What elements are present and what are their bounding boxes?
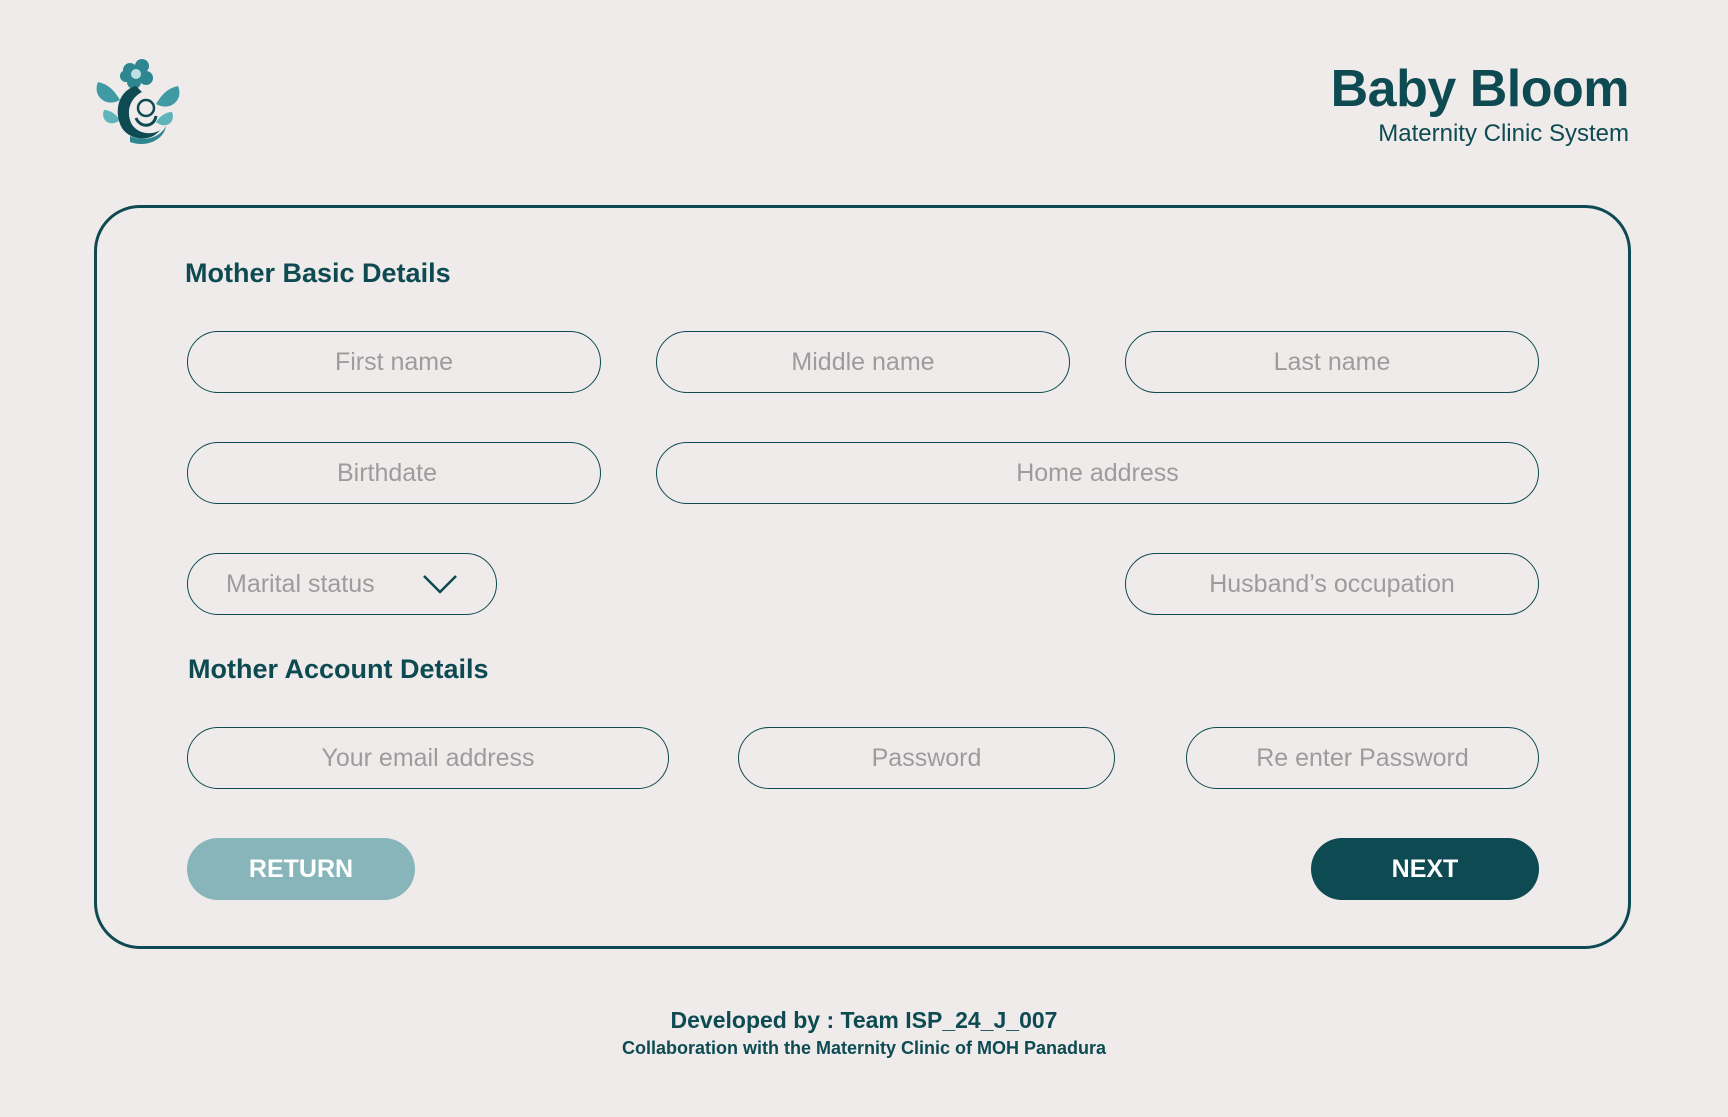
- email-placeholder: Your email address: [321, 743, 535, 772]
- home-address-placeholder: Home address: [1016, 458, 1179, 487]
- footer: [0, 1006, 1728, 1060]
- developed-by-text: Developed by : Team ISP_24_J_007: [670, 1007, 1058, 1033]
- first-name-placeholder: First name: [334, 347, 454, 376]
- marital-status-select[interactable]: [187, 553, 497, 615]
- password-input[interactable]: [738, 727, 1115, 789]
- collaboration-text: Collaboration with the Maternity Clinic of MOH Panadura: [621, 1038, 1107, 1058]
- reenter-password-input[interactable]: [1186, 727, 1539, 789]
- chevron-down-icon: [422, 573, 458, 595]
- app-subtitle: Maternity Clinic System: [1378, 120, 1629, 147]
- password-placeholder: Password: [871, 743, 982, 772]
- middle-name-input[interactable]: [656, 331, 1070, 393]
- email-input[interactable]: [187, 727, 669, 789]
- flower-mother-baby-icon: [90, 56, 186, 152]
- brand-block: [1331, 60, 1629, 148]
- husband-occupation-input[interactable]: [1125, 553, 1539, 615]
- baby-bloom-logo: [90, 56, 186, 152]
- next-button[interactable]: NEXT: [1311, 838, 1539, 900]
- account-details-title: Mother Account Details: [188, 654, 489, 684]
- reenter-password-placeholder: Re enter Password: [1256, 743, 1469, 772]
- home-address-input[interactable]: [656, 442, 1539, 504]
- middle-name-placeholder: Middle name: [791, 347, 935, 376]
- marital-status-label: Marital status: [226, 569, 375, 598]
- husband-occupation-placeholder: Husband’s occupation: [1209, 569, 1455, 598]
- first-name-input[interactable]: [187, 331, 601, 393]
- last-name-placeholder: Last name: [1273, 347, 1391, 376]
- last-name-input[interactable]: [1125, 331, 1539, 393]
- return-button[interactable]: RETURN: [187, 838, 415, 900]
- birthdate-input[interactable]: [187, 442, 601, 504]
- app-title: Baby Bloom: [1330, 60, 1629, 118]
- registration-form-card: [94, 205, 1631, 949]
- basic-details-title: Mother Basic Details: [185, 258, 451, 288]
- birthdate-placeholder: Birthdate: [336, 458, 438, 487]
